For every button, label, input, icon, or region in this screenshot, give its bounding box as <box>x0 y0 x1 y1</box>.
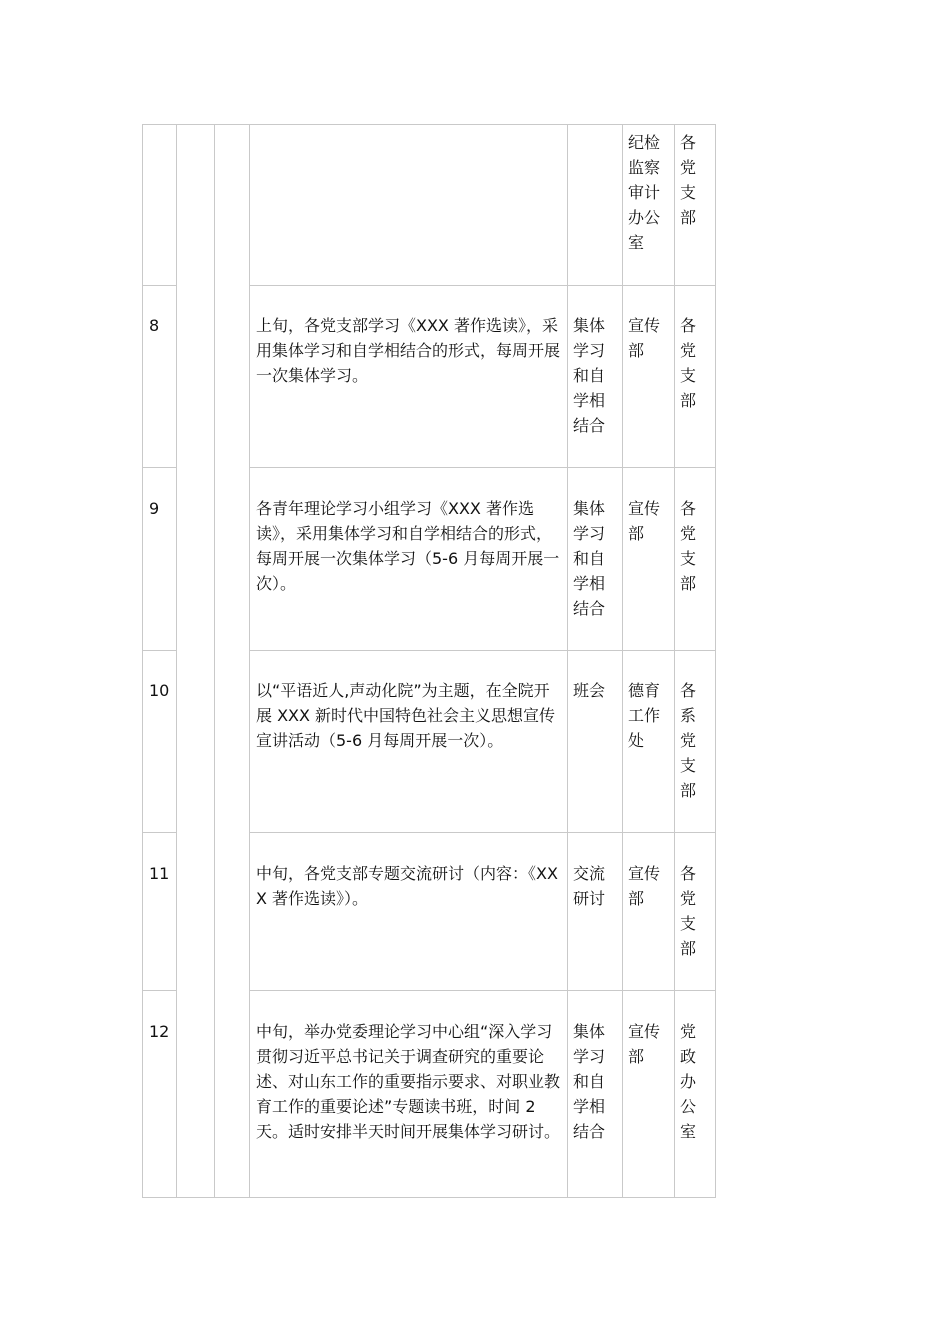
column-divider <box>214 124 215 1198</box>
table-cell-form: 班会 <box>573 681 606 700</box>
row-divider <box>249 467 716 468</box>
column-divider <box>249 124 250 1198</box>
table-cell-content: 中旬，举办党委理论学习中心组“深入学习贯彻习近平总书记关于调查研究的重要论述、对山东工作的重要指示要求、对职业教育工作的重要论述”专题读书班，时间 2 天。适时安排半天时间开展集体学习研讨。 <box>256 1022 561 1141</box>
table-cell-department: 德育工作处 <box>628 681 661 750</box>
table-cell-unit: 各系党支部 <box>680 681 697 800</box>
column-divider <box>622 124 623 1198</box>
row-divider <box>142 285 176 286</box>
row-divider <box>249 285 716 286</box>
column-divider <box>176 124 177 1198</box>
table-cell-number: 10 <box>149 681 170 700</box>
table-cell-department: 宣传部 <box>628 499 661 543</box>
column-divider <box>674 124 675 1198</box>
table-cell-unit: 党政办公室 <box>680 1022 697 1141</box>
table-cell-department: 宣传部 <box>628 316 661 360</box>
row-divider <box>142 990 176 991</box>
table-cell-department: 宣传部 <box>628 864 661 908</box>
table-cell-content: 各青年理论学习小组学习《XXX 著作选读》，采用集体学习和自学相结合的形式，每周开展一次集体学习（5-6 月每周开展一次）。 <box>256 499 560 593</box>
row-divider <box>249 990 716 991</box>
table-cell-department: 宣传部 <box>628 1022 661 1066</box>
row-divider <box>142 832 176 833</box>
table-cell-content: 以“平语近人,声动化院”为主题，在全院开展 XXX 新时代中国特色社会主义思想宣传宣讲活动（5-6 月每周开展一次）。 <box>256 681 556 750</box>
row-divider <box>249 832 716 833</box>
table-cell-unit: 各党支部 <box>680 133 697 227</box>
table-cell-number: 11 <box>149 864 170 883</box>
row-divider <box>142 650 176 651</box>
table-cell-form: 集体学习和自学相结合 <box>573 1022 606 1141</box>
table-cell-content: 上旬，各党支部学习《XXX 著作选读》，采用集体学习和自学相结合的形式，每周开展一次集体学习。 <box>256 316 561 385</box>
table-cell-department: 纪检监察审计办公室 <box>628 133 661 252</box>
column-divider <box>567 124 568 1198</box>
table-cell-unit: 各党支部 <box>680 499 697 593</box>
table-cell-form: 集体学习和自学相结合 <box>573 316 606 435</box>
table-cell-form: 集体学习和自学相结合 <box>573 499 606 618</box>
row-divider <box>142 467 176 468</box>
table-cell-number: 8 <box>149 316 160 335</box>
column-divider <box>715 124 716 1198</box>
table-bottom-border <box>142 1197 716 1198</box>
table-top-border <box>142 124 716 125</box>
table-cell-form: 交流研讨 <box>573 864 606 908</box>
table-cell-content: 中旬，各党支部专题交流研讨（内容：《XXX 著作选读》）。 <box>256 864 558 908</box>
table-cell-unit: 各党支部 <box>680 864 697 958</box>
row-divider <box>249 650 716 651</box>
table-cell-number: 12 <box>149 1022 170 1041</box>
table-cell-unit: 各党支部 <box>680 316 697 410</box>
table-cell-number: 9 <box>149 499 160 518</box>
column-divider <box>142 124 143 1198</box>
